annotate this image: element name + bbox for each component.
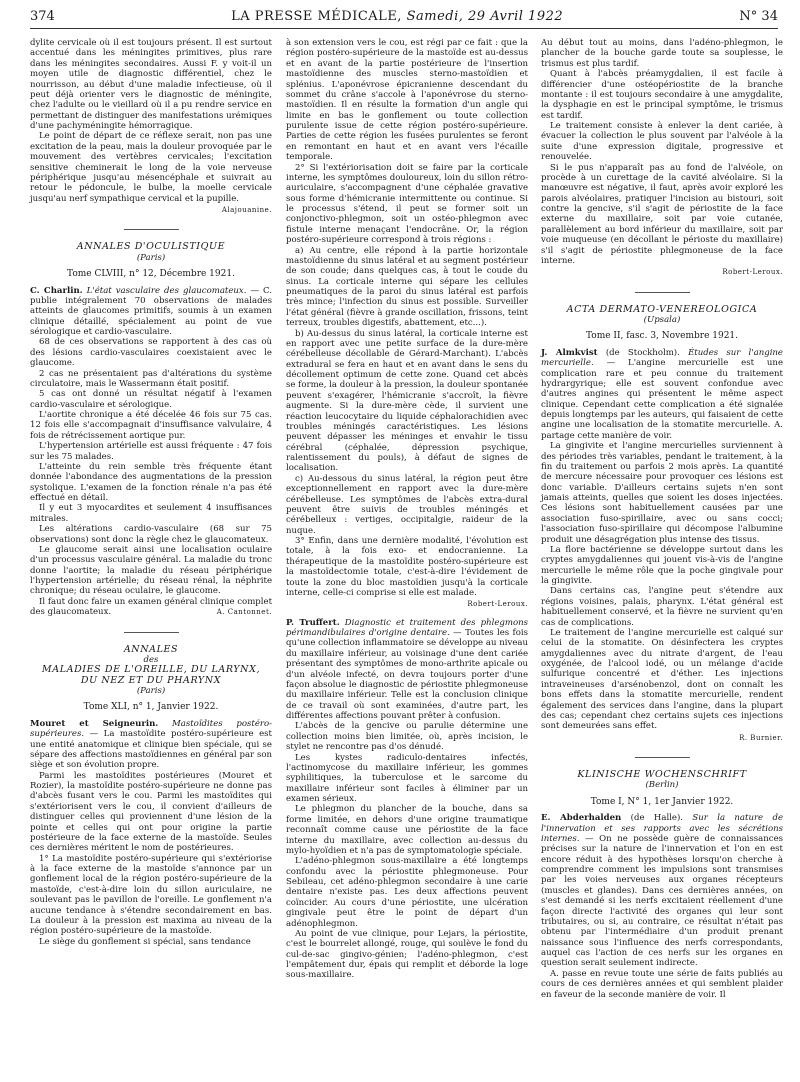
section-title: KLINISCHE WOCHENSCHRIFT: [577, 769, 747, 780]
section-divider: [124, 229, 179, 230]
paragraph: Le siège du gonflement si spécial, sans tendance: [39, 936, 251, 947]
page-header: [30, 4, 778, 29]
paragraph: Le point de départ de ce réflexe serait, non pas une excitation de la peau, mais la douleur provoquée par le mouvement des vertèbres cervicales; l'excitation sensitive cheminerait le long de la voie nerveuse périphérique jusqu'au mésencéphale et suivrait au retour le pédoncule, le bulbe, la moelle cervicale jusqu'au nerf sympathique cervical et la pupille.: [30, 131, 272, 204]
column-3: [541, 38, 783, 1000]
issue-number: N° 34: [739, 8, 778, 24]
paragraph: L'abcès de la gencive ou parulie détermine une collection moins bien limitée, où, après incision, le stylet ne rencontre pas d'os dénudé.: [286, 721, 528, 753]
section-divider: [124, 632, 179, 633]
paragraph: Le traitement de l'angine mercurielle est calqué sur celui de la stomatite. On désinfectera les cryptes amygdaliennes avec du nitrate d'argent, de l'eau oxygénée, de l'alcool iodé, ou un mélange d'acide sulfurique concentré et d'éther. Les injections intraveineuses d'arsénobenzol, dont on connaît les bons effets dans la stomatite mercurielle, rendent également des services dans l'angine, dans la plupart des cas; cependant chez certains sujets ces injections sont demeurées sans effet.: [541, 627, 783, 732]
section-title: MALADIES DE L'OREILLE, DU LARYNX,: [41, 664, 261, 676]
column-2: [286, 38, 528, 981]
paragraph: 2° Si l'extériorisation doit se faire par la corticale interne, les symptômes douloureux, loin du sillon rétro-auriculaire, s'accompagnent d'une céphalée gravative sous forme d'hémicranie intermittente ou continue. Si le processus s'étend, il peut se former soit un conjonctivo-phlegmon, soit un ostéo-phlegmon avec fistule interne menaçant l'endocrâne. Or, la région postéro-supérieure correspond à trois régions :: [286, 162, 528, 246]
paragraph: 68 de ces observations se rapportent à des cas où des lésions cardio-vasculaires coexistaient avec le glaucome.: [30, 337, 272, 369]
section-tome: Tome CLVIII, n° 12, Décembre 1921.: [67, 269, 235, 280]
paragraph: 3° Enfin, dans une dernière modalité, l'évolution est totale, à la fois exo- et endocranienne. La thérapeutique de la mastoïdite postéro-supérieure est la mastoïdectomie totale, c'est-à-dire l'évidement de toute la zone du bloc mastoïdien jusqu'à la corticale interne, celle-ci comprise si elle est malade.: [286, 536, 528, 598]
paragraph: 1° La mastoïdite postéro-supérieure qui s'extériorise à la face externe de la mastoïde s'annonce par un gonflement local de la région postéro-supérieure de la mastoïde, c'est-à-dire loin du sillon auriculaire, ne soulevant pas le pavillon de l'oreille. Le gonflement n'a aucune tendance à s'étendre secondairement en bas. La douleur à la pression est maxima au niveau de la région postéro-supérieure de la mastoïde.: [30, 853, 272, 937]
section-divider: [635, 757, 690, 758]
paragraph: L'adéno-phlegmon sous-maxillaire a été longtemps confondu avec la périostite phlegmoneuse. Pour Sebileau, cet adéno-phlegmon secondaire à une carie dentaire n'existe pas. Les deux affections peuvent coïncider. Au cours d'une périostite, une ulcération gingivale peut être le point de départ d'un adénophlegmon.: [286, 856, 528, 929]
paragraph: Les altérations cardio-vasculaire (68 sur 75 observations) sont donc la règle chez le glaucomateux.: [30, 524, 272, 545]
paragraph: Le traitement consiste à enlever la dent cariée, à évacuer la collection le plus souvent par l'alvéole à la suite d'une expression digitale, progressive et renouvelée.: [541, 121, 783, 163]
section-title: ANNALES D'OCULISTIQUE: [76, 241, 226, 253]
section-title: DU NEZ ET DU PHARYNX: [80, 674, 222, 686]
paragraph: La flore bactérienne se développe surtout dans les cryptes amygdaliennes qui jouent vis-à-vis de l'angine mercurielle le même rôle que la poche gingivale pour la gingivite.: [541, 544, 783, 586]
section-title: des: [143, 654, 159, 665]
paragraph: Au point de vue clinique, pour Lejars, la périostite, c'est le bourrelet allongé, rouge, qui soulève le fond du cul-de-sac gingivo-génien; l'adéno-phlegmon, c'est l'empâtement dur, épais qui remplit et déborde la loge sous-maxillaire.: [286, 928, 528, 981]
paragraph: 2 cas ne présentaient pas d'altérations du système circulatoire, mais le Wassermann était positif.: [30, 368, 272, 389]
signature: Robert-Leroux.: [467, 600, 528, 609]
section-divider: [635, 292, 690, 293]
section-city: (Paris): [136, 686, 166, 696]
paragraph: Il faut donc faire un examen général clinique complet des glaucomateux. A. Cantonnet.: [30, 596, 273, 618]
page-number: 374: [30, 8, 55, 24]
section-tome: Tome II, fasc. 3, Novembre 1921.: [585, 331, 739, 342]
section-title: ACTA DERMATO-VENEREOLOGICA: [566, 303, 758, 315]
paragraph: 5 cas ont donné un résultat négatif à l'examen cardio-vasculaire et sérologique.: [30, 389, 272, 410]
article: E. Abderhalden (de Halle). Sur la nature de l'innervation et ses rapports avec les sécrétions internes. — On ne possède guère de connaissances précises sur la nature de l'innervation et l'on en est encore réduit à des hypothèses lorsqu'on cherche à comprendre comment les impulsions sont transmises par les voies nerveuses aux organes récepteurs (muscles et glandes). Dans ces dernières années, on s'est demandé si les nerfs excitaient réellement d'une façon directe l'activité des organes qui leur sont tributaires, ou si, au contraire, ce résultat n'était pas obtenu par l'intermédiaire d'un produit prenant naissance sous l'influence des nerfs correspondants, auquel cas l'action de ces nerfs sur les organes en question serait seulement indirecte.: [541, 813, 784, 969]
section-city: (Berlin): [645, 780, 679, 791]
section-tome: Tome I, N° 1, 1er Janvier 1922.: [590, 796, 734, 807]
paragraph: Il y eut 3 myocardites et seulement 4 insuffisances mitrales.: [30, 503, 272, 524]
paragraph: Quant à l'abcès préamygdalien, il est facile à différencier d'une ostéopériostite de la branche montante : il est toujours secondaire à une amygdalite, la dysphagie en est le principal symptôme, le trismus est tardif.: [541, 69, 783, 121]
paragraph: L'hypertension artérielle est aussi fréquente : 47 fois sur les 75 malades.: [30, 441, 272, 462]
paragraph: La gingivite et l'angine mercurielles surviennent à des périodes très variables, pendant le traitement, à la fin du traitement ou parfois 2 mois après. La quantité de mercure nécessaire pour provoquer ces lésions est donc variable. D'ailleurs certains sujets n'en sont jamais atteints, quelles que soient les doses injectées. Ces lésions sont habituellement causées par une association fuso-spirillaire, avec ou sans cocci; l'association fuso-spirillaire qui décompose l'albumine produit une désagrégation plus intense des tissus.: [541, 441, 783, 545]
paragraph: c) Au-dessous du sinus latéral, la région peut être exceptionnellement en rapport avec la dure-mère cérébelleuse. Les symptômes de l'abcès extra-dural peuvent être suivis de troubles méningés et cérébelleux : vertiges, occipitalgie, raideur de la nuque.: [286, 473, 528, 536]
paragraph: Au début tout au moins, dans l'adéno-phlegmon, le plancher de la bouche garde toute sa souplesse, le trismus est plus tardif.: [541, 38, 783, 69]
article: J. Almkvist (de Stockholm). Études sur l'angine mercurielle. — L'angine mercurielle est une complication rare et peu connue du traitement hydrargyrique; elle est souvent confondue avec d'autres angines qui présentent le même aspect clinique. Cependant cette complication a été signalée depuis longtemps par les auteurs, qui faisaient de cette angine une localisation de la stomatite mercurielle. A. partage cette manière de voir.: [541, 347, 783, 441]
column-1: [30, 38, 272, 947]
signature: Alajouanine.: [221, 206, 272, 214]
section-tome: Tome XLI, n° 1, Janvier 1922.: [83, 702, 219, 713]
paragraph: Dans certains cas, l'angine peut s'étendre aux régions voisines, palais, pharynx. L'état général est habituellement conservé, et la fièvre ne survient qu'en cas de complications.: [541, 586, 783, 628]
signature: Robert-Leroux.: [722, 268, 783, 277]
paragraph: L'atteinte du rein semble très fréquente étant donnée l'abondance des augmentations de la pression systolique. L'examen de la fonction rénale n'a pas été effectué en détail.: [30, 461, 272, 503]
section-title: ANNALES: [123, 643, 179, 655]
paragraph: Parmi les mastoïdites postérieures (Mouret et Rozier), la mastoïdite postéro-supérieure ne donne pas d'abcès fusant vers le cou. Parmi les mastoïdites qui s'extériorisent vers le cou, il convient d'ailleurs de distinguer celles qui proviennent d'une lésion de la pointe et celles qui ont pour origine la partie postérieure de la face externe de la mastoïde. Seules ces dernières méritent le nom de postérieures.: [30, 770, 272, 854]
paragraph: dylite cervicale où il est toujours présent. Il est surtout accentué dans les méningites primitives, plus rare dans les méningites secondaires. Aussi F. y voit-il un moyen utile de diagnostic différentiel, chez le nourrisson, au début d'une maladie infectieuse, où il peut déjà orienter vers le diagnostic de méningite, chez l'adulte ou le vieillard où il a pu rendre service en permettant de distinguer des manifestations urémiques d'une pachyméningite hémorragique.: [30, 38, 272, 131]
article: Mouret et Seigneurin. Mastoïdites postéro-supérieures. — La mastoïdite postéro-supérieure est une entité anatomique et clinique bien spéciale, qui se sépare des affections mastoïdiennes en général par son siège et son évolution propre.: [30, 718, 272, 771]
section-city: (Paris): [136, 252, 166, 263]
paragraph: A. passe en revue toute une série de faits publiés au cours de ces dernières années et qui semblent plaider en faveur de la seconde manière de voir. Il: [541, 968, 783, 1000]
section-city: (Upsala): [643, 315, 681, 325]
signature: R. Burnier.: [739, 733, 783, 742]
paragraph: Si le pus n'apparaît pas au fond de l'alvéole, on procède à un curettage de la cavité alvéolaire. Si la manœuvre est négative, il faut, après avoir exploré les parois alvéolaires, pratiquer l'incision au bistouri, soit contre la gencive, s'il s'agit de périostite de la face externe du maxillaire, soit par voie cutanée, parallèlement au bord inférieur du maxillaire, soit par voie muqueuse (en décollant le périoste du maxillaire) s'il s'agit de périostite phlegmoneuse de la face interne.: [541, 162, 783, 266]
journal-title: LA PRESSE MÉDICALE, Samedi, 29 Avril 1922: [231, 8, 564, 24]
paragraph: a) Au centre, elle répond à la partie horizontale mastoïdienne du sinus latéral et au segment postérieur de son coude; dans quelques cas, à tout le coude du sinus. La corticale interne qui sépare les cellules pneumatiques de la paroi du sinus latéral est parfois très mince; l'infection du sinus est possible. Surveiller l'état général (fièvre à grande oscillation, frissons, teint terreux, troubles digestifs, abattement, etc...).: [286, 245, 528, 329]
paragraph: Les kystes radiculo-dentaires infectés, l'actinomycose du maxillaire inférieur, les gommes syphilitiques, la tuberculose et le sarcome du maxillaire inférieur sont faciles à éliminer par un examen sérieux.: [286, 752, 528, 804]
paragraph: Le glaucome serait ainsi une localisation oculaire d'un processus vasculaire général. La maladie du tronc donne l'aortite; la maladie du réseau périphérique l'hypertension artérielle; du réseau rénal, la néphrite chronique; du réseau oculaire, le glaucome.: [30, 544, 272, 597]
paragraph: Le phlegmon du plancher de la bouche, dans sa forme limitée, en dehors d'une origine traumatique reconnaît comme cause une périostite de la face interne du maxillaire, avec collection au-dessus du mylo-hyoïdien et n'a pas de symptomatologie spéciale.: [286, 804, 528, 856]
paragraph: L'aortite chronique a été décelée 46 fois sur 75 cas. 12 fois elle s'accompagnait d'insuffisance valvulaire, 4 fois de rétrécissement aortique pur.: [30, 410, 272, 441]
paragraph: b) Au-dessus du sinus latéral, la corticale interne est en rapport avec une petite surface de la dure-mère cérébelleuse décollable de Gérard-Marchant). L'abcès extradural se fera en haut et en avant dans le sens du décollement optimum de cette zone. Quand cet abcès se forme, la douleur à la pression, la douleur spontanée peuvent s'exagérer, l'hémicranie s'accroît, la fièvre augmente. Si la dure-mère cède, il survient une réaction leucocytaire du liquide céphalorachidien avec troubles méningés caractéristiques. Les lésions peuvent dépasser les méninges et envahir le tissu cérébral (céphalée, dépression psychique, ralentissement du pouls), à défaut de signes de localisation.: [286, 328, 528, 474]
article: C. Charlin. L'état vasculaire des glaucomateux. — C. publie intégralement 70 observations de malades atteints de glaucomes primitifs, soumis à un examen clinique détaillé, spécialement au point de vue sérologique et cardio-vasculaire.: [30, 285, 272, 337]
article: P. Truffert. Diagnostic et traitement des phlegmons périmandibulaires d'origine dentaire. — Toutes les fois qu'une collection inflammatoire se développe au niveau du maxillaire inférieur, au voisinage d'une dent cariée présentant des symptômes de mono-arthrite apicale ou d'un alvéole infecté, on devra toujours porter d'une façon absolue le diagnostic de périostite phlegmoneuse du maxillaire inférieur. Telle est la conclusion clinique de ce travail où sont examinées, d'autre part, les différentes affections pouvant prêter à confusion.: [286, 617, 528, 721]
paragraph: à son extension vers le cou, est régi par ce fait : que la région postéro-supérieure de la mastoïde est au-dessus et en avant de la partie postérieure de l'insertion mastoïdienne des muscles sterno-mastoïdien et splénius. L'aponévrose épicranienne descendant du sommet du crâne s'accole à l'aponévrose du sterno-mastoïdien. Il en résulte la formation d'un angle qui limite en bas le gonflement ou toute collection purulente issue de cette région postéro-supérieure. Parties de cette région les fusées purulentes se feront en remontant en haut et en avant vers l'écaille temporale.: [286, 38, 528, 163]
